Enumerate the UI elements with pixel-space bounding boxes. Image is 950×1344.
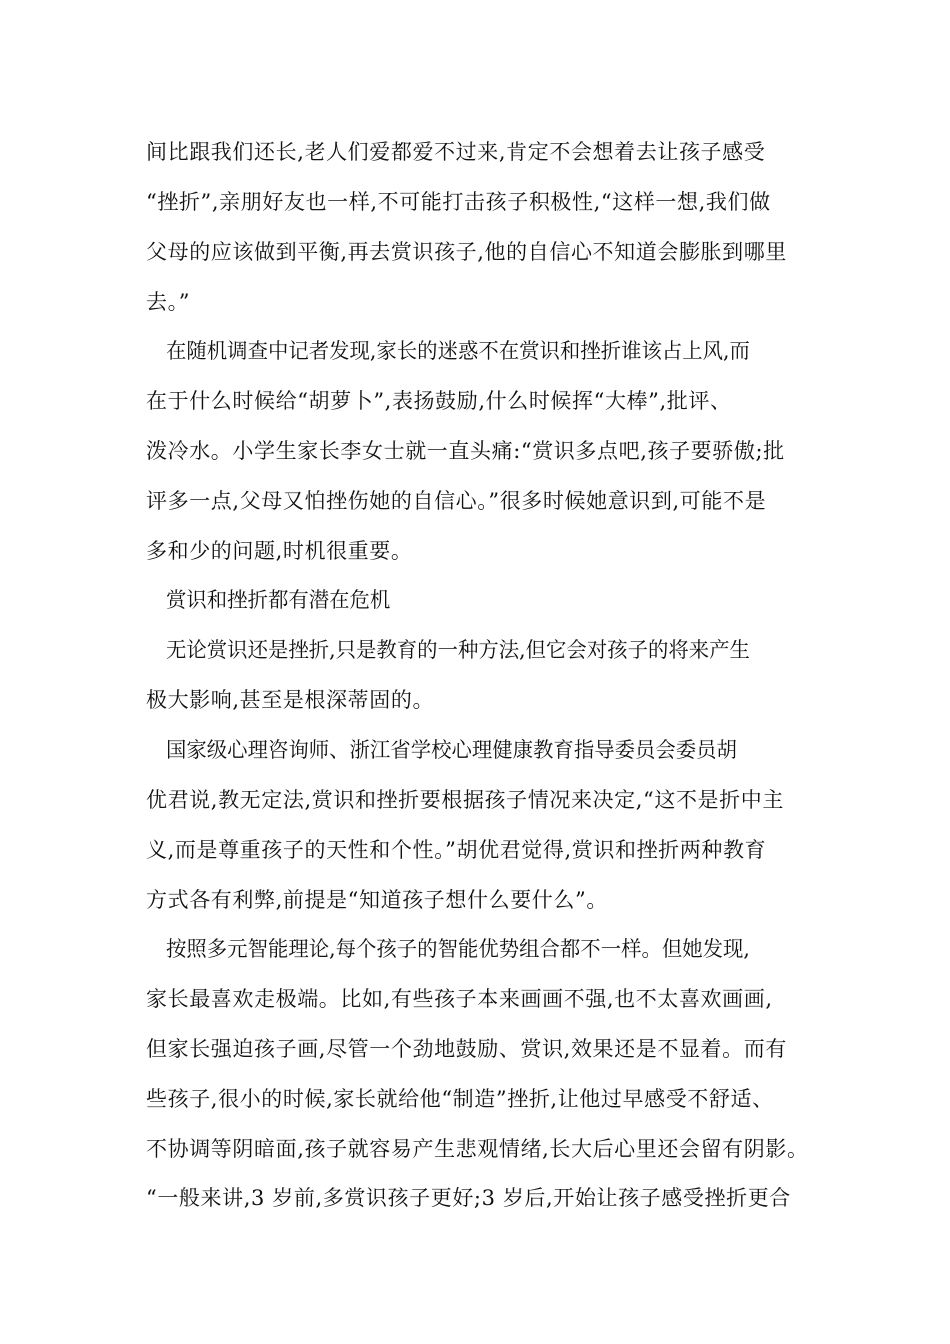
paragraph-start-line: 无论赏识还是挫折,只是教育的一种方法,但它会对孩子的将来产生 (166, 638, 750, 662)
text-line: 优君说,教无定法,赏识和挫折要根据孩子情况来决定,“这不是折中主 (146, 788, 784, 812)
text-line: 家长最喜欢走极端。比如,有些孩子本来画画不强,也不太喜欢画画, (146, 987, 773, 1011)
text-line: 泼冷水。小学生家长李女士就一直头痛:“赏识多点吧,孩子要骄傲;批 (146, 439, 785, 463)
text-line: 不协调等阴暗面,孩子就容易产生悲观情绪,长大后心里还会留有阴影。 (146, 1137, 809, 1161)
text-line: 评多一点,父母又怕挫伤她的自信心。”很多时候她意识到,可能不是 (146, 489, 767, 513)
text-line: 多和少的问题,时机很重要。 (146, 539, 413, 563)
paragraph-start-line: 在随机调查中记者发现,家长的迷惑不在赏识和挫折谁该占上风,而 (166, 339, 750, 363)
paragraph-start-line: 按照多元智能理论,每个孩子的智能优势组合都不一样。但她发现, (166, 937, 750, 961)
text-line: 但家长强迫孩子画,尽管一个劲地鼓励、赏识,效果还是不显着。而有 (146, 1037, 787, 1061)
text-line: 方式各有利弊,前提是“知道孩子想什么要什么”。 (146, 888, 608, 912)
text-line: 去。” (146, 290, 191, 314)
text-line: 在于什么时候给“胡萝卜”,表扬鼓励,什么时候挥“大棒”,批评、 (146, 389, 732, 413)
paragraph-start-line: 国家级心理咨询师、浙江省学校心理健康教育指导委员会委员胡 (166, 738, 737, 762)
text-line: “挫折”,亲朋好友也一样,不可能打击孩子积极性,“这样一想,我们做 (146, 190, 771, 214)
text-line: 义,而是尊重孩子的天性和个性。”胡优君觉得,赏识和挫折两种教育 (146, 838, 767, 862)
section-heading: 赏识和挫折都有潜在危机 (166, 588, 391, 612)
text-line: 父母的应该做到平衡,再去赏识孩子,他的自信心不知道会膨胀到哪里 (146, 240, 787, 264)
text-line: 极大影响,甚至是根深蒂固的。 (146, 688, 435, 712)
text-line: “一般来讲,3 岁前,多赏识孩子更好;3 岁后,开始让孩子感受挫折更合 (146, 1186, 791, 1210)
text-line: 些孩子,很小的时候,家长就给他“制造”挫折,让他过早感受不舒适、 (146, 1087, 774, 1111)
text-line: 间比跟我们还长,老人们爱都爱不过来,肯定不会想着去让孩子感受 (146, 140, 766, 164)
